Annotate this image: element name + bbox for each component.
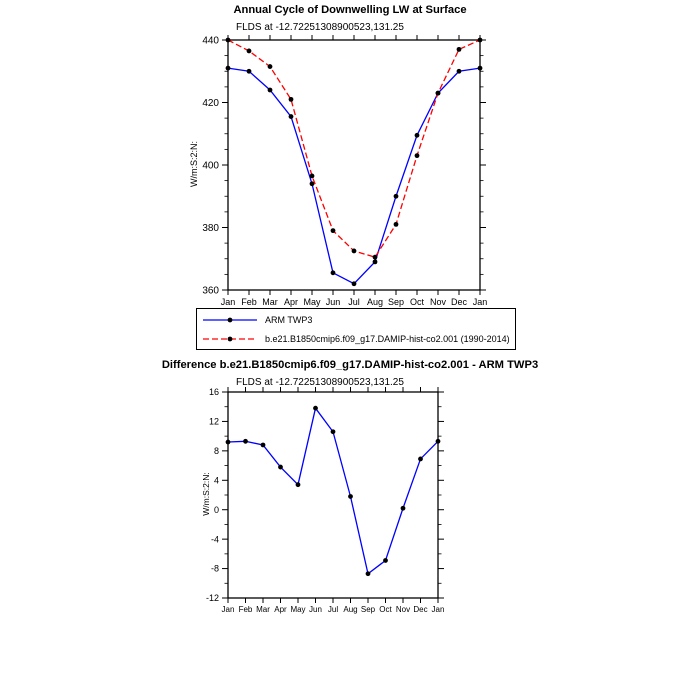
data-point-marker [226,440,231,445]
y-tick-label: 16 [208,387,219,398]
data-point-marker [243,439,248,444]
data-point-marker [366,571,371,576]
data-point-marker [478,66,483,71]
x-tick-label: Sep [387,297,405,307]
x-tick-label: Oct [409,297,425,307]
data-point-marker [331,228,336,233]
series-line [228,40,480,257]
x-tick-label: Jan [431,605,445,614]
x-tick-label: May [290,605,306,614]
y-tick-label: 400 [202,160,219,172]
x-tick-label: May [303,297,321,307]
annual-cycle-plot [202,35,487,307]
y-tick-label: 0 [213,504,219,515]
legend-label-model: b.e21.B1850cmip6.f09_g17.DAMIP-hist-co2.001 (1990-2014) [265,333,510,344]
data-point-marker [289,97,294,102]
data-point-marker [296,482,301,487]
diff-chart-title: Difference b.e21.B1850cmip6.f09_g17.DAMIP-hist-co2.001 - ARM TWP3 [161,359,539,371]
y-tick-label: 420 [202,98,219,109]
data-point-marker [373,259,378,264]
data-point-marker [310,174,315,179]
legend-sample-marker [228,317,233,322]
x-tick-label: Jul [327,605,339,614]
data-point-marker [268,64,273,69]
data-point-marker [247,69,252,74]
x-tick-label: Apr [283,297,299,307]
data-point-marker [415,133,420,138]
x-tick-label: Oct [379,605,392,614]
data-point-marker [394,222,399,227]
y-tick-label: 440 [202,35,219,47]
y-tick-label: 12 [208,416,219,427]
legend-box [196,308,516,350]
difference-plot [206,387,444,614]
data-point-marker [247,49,252,54]
x-tick-label: Aug [366,297,384,307]
data-point-marker [383,558,388,563]
x-tick-label: Dec [413,605,428,614]
data-point-marker [373,255,378,260]
data-point-marker [289,114,294,119]
data-point-marker [226,66,231,71]
data-point-marker [268,88,273,93]
top-chart-y-axis-label: W/m:S:2:N: [189,140,199,188]
data-point-marker [352,281,357,286]
data-point-marker [478,38,483,43]
x-tick-label: Dec [450,297,468,307]
plot-frame [228,392,438,598]
legend-line-sample-dashed-red [201,333,259,345]
data-point-marker [331,429,336,434]
legend-sample-marker [228,336,233,341]
x-tick-label: Jun [309,605,322,614]
data-point-marker [348,494,353,499]
data-point-marker [457,69,462,74]
legend-item-model [201,329,511,348]
x-tick-label: Jan [220,297,236,307]
data-point-marker [436,91,441,96]
legend-label-obs: ARM TWP3 [265,314,313,325]
x-tick-label: Nov [429,297,447,307]
data-point-marker [313,406,318,411]
top-chart-title: Annual Cycle of Downwelling LW at Surface [233,4,467,16]
x-tick-label: Aug [343,605,358,614]
y-tick-label: 360 [202,285,219,297]
data-point-marker [415,153,420,158]
legend-item-obs [201,310,511,329]
y-tick-label: -12 [205,593,219,604]
top-chart-subtitle: FLDS at -12.72251308900523,131.25 [236,22,404,33]
data-point-marker [261,443,266,448]
x-tick-label: Mar [262,297,278,307]
x-tick-label: Jun [325,297,341,307]
data-point-marker [436,439,441,444]
data-point-marker [457,47,462,52]
data-point-marker [226,38,231,43]
data-point-marker [331,270,336,275]
data-point-marker [394,194,399,199]
legend-line-sample-solid-blue [201,314,259,326]
x-tick-label: Sep [360,605,376,614]
y-tick-label: -8 [210,563,219,574]
x-tick-label: Jul [348,297,360,307]
diff-chart-subtitle: FLDS at -12.72251308900523,131.25 [236,377,404,388]
y-tick-label: 8 [213,446,219,457]
y-tick-label: 4 [213,475,219,486]
x-tick-label: Feb [238,605,253,614]
y-tick-label: 380 [202,223,219,234]
data-point-marker [401,506,406,511]
data-point-marker [278,465,283,470]
data-point-marker [352,249,357,254]
y-tick-label: -4 [210,534,219,545]
data-point-marker [418,457,423,462]
x-tick-label: Nov [395,605,411,614]
diff-chart-y-axis-label: W/m:S:2:N: [201,472,211,516]
x-tick-label: Apr [274,605,287,614]
x-tick-label: Jan [221,605,235,614]
x-tick-label: Jan [472,297,488,307]
x-tick-label: Mar [256,605,270,614]
x-tick-label: Feb [241,297,257,307]
